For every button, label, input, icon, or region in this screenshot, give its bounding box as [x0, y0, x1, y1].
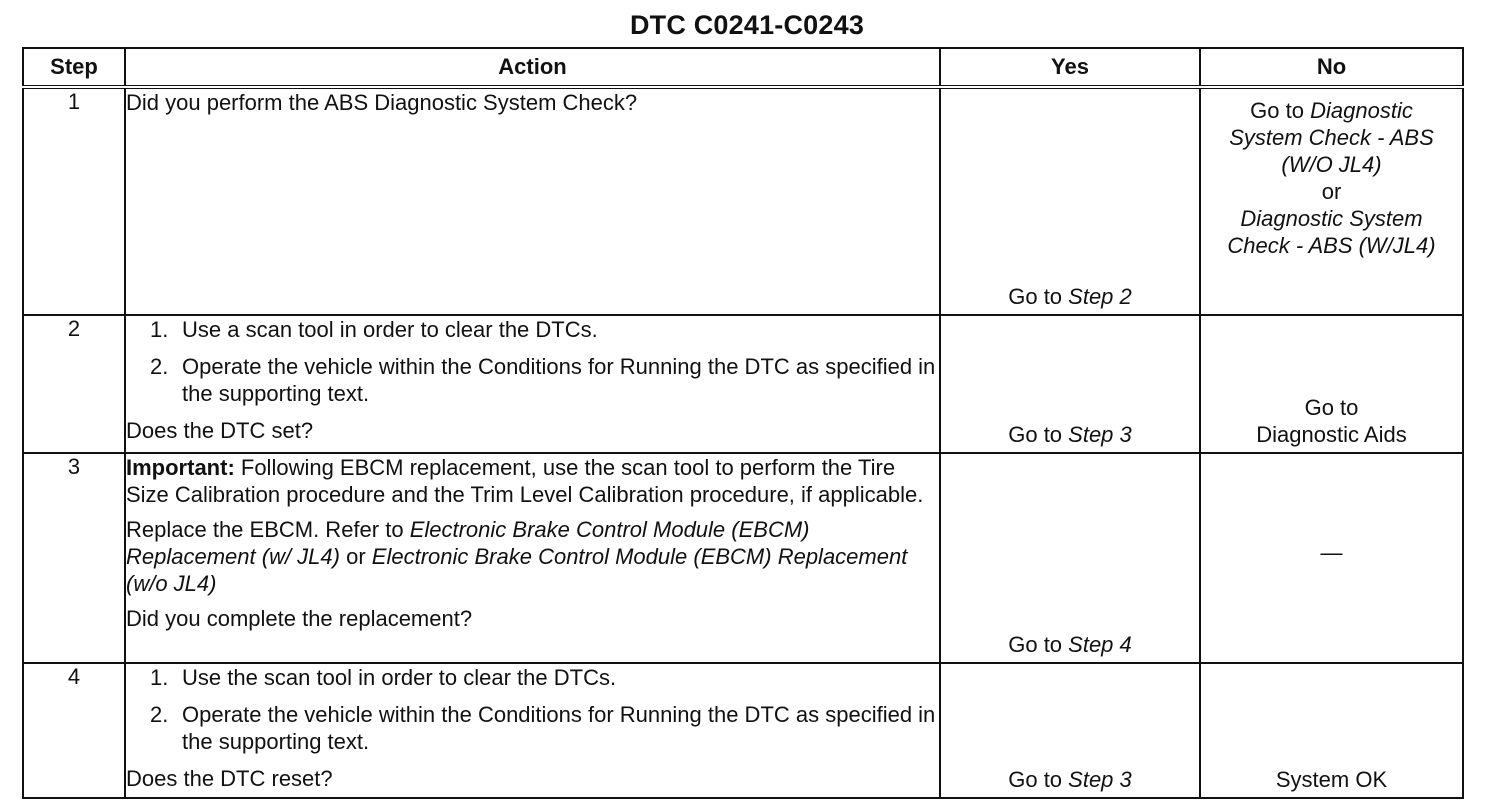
step-number: 2: [23, 315, 125, 453]
instruction-list: [126, 316, 939, 407]
list-item-number: 1.: [150, 665, 169, 690]
yes-cell: [940, 453, 1200, 663]
replace-instruction: [126, 516, 939, 597]
no-goto-text: Go to: [1304, 395, 1359, 420]
list-item-number: 2.: [150, 354, 169, 379]
table-header-row: [23, 48, 1463, 87]
yes-step-ref: Step 3: [1068, 767, 1132, 792]
yes-prefix: Go to: [1008, 422, 1069, 447]
no-cell: [1200, 453, 1463, 663]
page-title: DTC C0241-C0243: [629, 10, 865, 40]
yes-goto: [941, 422, 1199, 448]
diagnostic-table: [22, 47, 1464, 799]
action-cell: [125, 87, 940, 315]
ebcm-ref-with-jl4: Electronic Brake Control Module (EBCM) Replacement (w/ JL4): [126, 517, 810, 569]
list-item-number: 1.: [150, 317, 169, 342]
important-text: Following EBCM replacement, use the scan tool to perform the Tire Size Calibration procedure and the Trim Level Calibration procedure, if applicable.: [126, 455, 924, 507]
no-cell: [1200, 87, 1463, 315]
list-item: [126, 664, 939, 691]
yes-prefix: Go to: [1008, 632, 1069, 657]
ebcm-ref-without-jl4: Electronic Brake Control Module (EBCM) Replacement (w/o JL4): [126, 544, 908, 596]
no-ref-without-jl4: Diagnostic System Check - ABS (W/O JL4): [1229, 98, 1434, 177]
table-row: [23, 315, 1463, 453]
action-question: Does the DTC set?: [126, 418, 314, 443]
yes-goto: [941, 767, 1199, 793]
no-cell: [1200, 663, 1463, 798]
yes-prefix: Go to: [1008, 284, 1069, 309]
list-item: [126, 316, 939, 343]
yes-prefix: Go to: [1008, 767, 1069, 792]
list-item-text: Use a scan tool in order to clear the DTCs.: [182, 317, 598, 342]
no-dash: —: [1320, 540, 1343, 565]
yes-cell: [940, 87, 1200, 315]
header-yes: Yes: [940, 48, 1200, 87]
replace-text: Replace the EBCM. Refer to: [126, 517, 410, 542]
important-label: Important:: [126, 455, 235, 480]
action-cell: [125, 315, 940, 453]
action-cell: [125, 453, 940, 663]
yes-goto: [941, 632, 1199, 658]
action-question: Did you complete the replacement?: [126, 606, 473, 631]
header-no: No: [1200, 48, 1463, 87]
yes-step-ref: Step 3: [1068, 422, 1132, 447]
instruction-list: [126, 664, 939, 755]
no-diagnostic-aids: Diagnostic Aids: [1256, 422, 1407, 447]
yes-goto: [941, 284, 1199, 310]
no-system-ok: System OK: [1275, 767, 1388, 792]
no-or: or: [1321, 179, 1342, 204]
header-step: Step: [23, 48, 125, 87]
no-cell: [1200, 315, 1463, 453]
action-cell: [125, 663, 940, 798]
list-item-number: 2.: [150, 702, 169, 727]
yes-step-ref: Step 2: [1068, 284, 1132, 309]
list-item-text: Operate the vehicle within the Conditions for Running the DTC as specified in the supporting text.: [182, 702, 936, 754]
important-note: [126, 454, 939, 508]
yes-cell: [940, 663, 1200, 798]
list-item: [126, 353, 939, 407]
table-row: [23, 87, 1463, 315]
table-row: [23, 663, 1463, 798]
list-item-text: Use the scan tool in order to clear the DTCs.: [182, 665, 617, 690]
step-number: 3: [23, 453, 125, 663]
table-row: [23, 453, 1463, 663]
or-text: or: [339, 544, 372, 569]
action-question: Does the DTC reset?: [126, 766, 333, 791]
yes-cell: [940, 315, 1200, 453]
action-question: Did you perform the ABS Diagnostic System Check?: [126, 90, 638, 115]
list-item: [126, 701, 939, 755]
step-number: 4: [23, 663, 125, 798]
header-action: Action: [125, 48, 940, 87]
step-number: 1: [23, 87, 125, 315]
list-item-text: Operate the vehicle within the Conditions for Running the DTC as specified in the supporting text.: [182, 354, 936, 406]
no-goto: Go to: [1250, 98, 1304, 123]
no-ref-with-jl4: Diagnostic System Check - ABS (W/JL4): [1227, 206, 1436, 258]
yes-step-ref: Step 4: [1068, 632, 1132, 657]
no-goto: [1201, 394, 1462, 448]
